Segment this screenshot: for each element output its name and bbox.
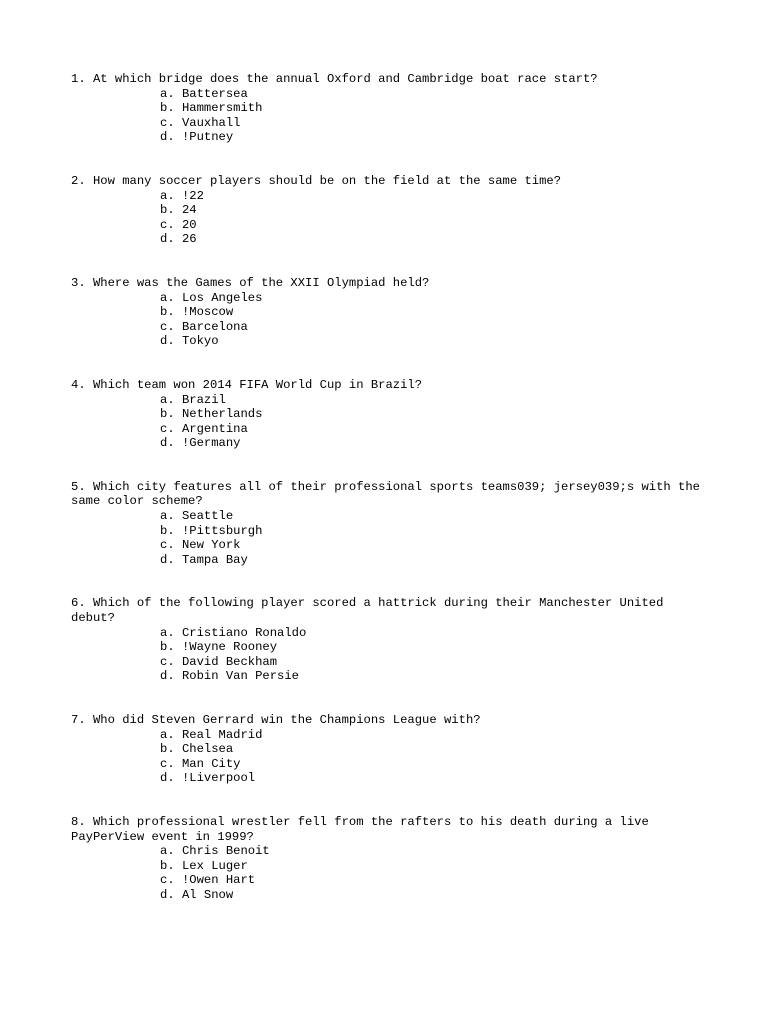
answer-option: d. Robin Van Persie	[160, 669, 299, 684]
question-8	[71, 815, 701, 903]
answer-option: d. 26	[160, 232, 197, 247]
question-text: 1. At which bridge does the annual Oxford and Cambridge boat race start?	[71, 72, 598, 86]
answer-option: b. Netherlands	[160, 407, 263, 422]
answer-option: b. !Moscow	[160, 305, 234, 320]
answer-option: d. !Liverpool	[160, 771, 256, 786]
answer-options	[71, 509, 701, 567]
question-2	[71, 174, 701, 247]
answer-option: a. Brazil	[160, 392, 226, 407]
answer-option: a. !22	[160, 188, 204, 203]
question-text: 2. How many soccer players should be on the field at the same time?	[71, 173, 562, 188]
answer-options	[71, 189, 701, 247]
quiz-document	[71, 72, 708, 932]
question-4	[71, 378, 701, 451]
question-3	[71, 276, 701, 349]
answer-option: a. Chris Benoit	[160, 844, 270, 859]
answer-option: b. !Pittsburgh	[160, 523, 263, 538]
question-text: 3. Where was the Games of the XXII Olympiad held?	[71, 275, 430, 290]
answer-options	[71, 87, 701, 145]
answer-option: c. Barcelona	[160, 319, 248, 334]
answer-option: b. !Wayne Rooney	[160, 640, 278, 655]
question-text: 7. Who did Steven Gerrard win the Champions League with?	[71, 713, 481, 727]
answer-options	[71, 626, 701, 684]
answer-option: a. Cristiano Ronaldo	[160, 625, 307, 640]
answer-option: d. Tampa Bay	[160, 552, 248, 567]
answer-option: c. !Owen Hart	[160, 873, 256, 888]
answer-options	[71, 728, 701, 786]
answer-option: d. Tokyo	[160, 334, 219, 349]
answer-option: d. !Germany	[160, 436, 241, 451]
answer-option: c. Argentina	[160, 421, 248, 436]
answer-option: d. Al Snow	[160, 887, 234, 902]
answer-option: b. Hammersmith	[160, 101, 263, 116]
question-5	[71, 479, 708, 568]
answer-options	[71, 393, 701, 451]
question-1	[71, 72, 701, 145]
question-text: 6. Which of the following player scored a hattrick during their Manchester United debut?	[71, 596, 671, 626]
question-6	[71, 596, 701, 684]
answer-option: a. Seattle	[160, 509, 234, 524]
question-text: 5. Which city features all of their professional sports teams039; jersey039;s with the same color scheme?	[71, 479, 708, 509]
answer-option: a. Real Madrid	[160, 727, 263, 742]
answer-option: d. !Putney	[160, 130, 234, 145]
answer-option: b. Chelsea	[160, 742, 234, 757]
answer-option: c. Man City	[160, 756, 241, 771]
answer-option: a. Battersea	[160, 86, 248, 101]
question-text: 8. Which professional wrestler fell from the rafters to his death during a live PayPerView event in 1999?	[71, 814, 657, 844]
answer-option: c. Vauxhall	[160, 115, 241, 130]
answer-option: c. David Beckham	[160, 654, 278, 669]
answer-option: b. Lex Luger	[160, 858, 248, 873]
answer-options	[71, 844, 701, 902]
answer-options	[71, 291, 701, 349]
answer-option: c. 20	[160, 217, 197, 232]
answer-option: b. 24	[160, 203, 197, 218]
answer-option: c. New York	[160, 538, 241, 553]
answer-option: a. Los Angeles	[160, 290, 263, 305]
question-text: 4. Which team won 2014 FIFA World Cup in Brazil?	[71, 377, 423, 392]
question-7	[71, 713, 701, 786]
